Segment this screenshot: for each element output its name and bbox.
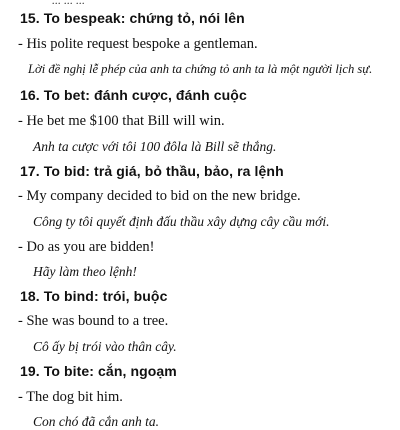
example-sentence: - He bet me $100 that Bill will win.: [18, 113, 225, 129]
entry-heading-15: 15. To bespeak: chứng tỏ, nói lên: [20, 10, 245, 26]
example-translation: Anh ta cược với tôi 100 đôla là Bill sẽ thắng.: [33, 139, 277, 154]
example-translation: Công ty tôi quyết định đấu thầu xây dựng cây cầu mới.: [33, 214, 330, 229]
example-sentence: - She was bound to a tree.: [18, 313, 169, 329]
entry-heading-17: 17. To bid: trả giá, bỏ thầu, bảo, ra lệnh: [20, 163, 284, 179]
example-translation: Con chó đã cắn anh ta.: [33, 414, 159, 429]
example-sentence: - My company decided to bid on the new bridge.: [18, 188, 301, 204]
example-translation: Cô ấy bị trói vào thân cây.: [33, 339, 177, 354]
cutoff-text-top: ... ... ...: [52, 0, 85, 7]
example-translation: Lời đề nghị lễ phép của anh ta chứng tỏ anh ta là một người lịch sự.: [28, 62, 373, 76]
entry-heading-18: 18. To bind: trói, buộc: [20, 288, 168, 304]
example-sentence: - The dog bit him.: [18, 389, 123, 405]
entry-heading-19: 19. To bite: cắn, ngoạm: [20, 363, 177, 379]
example-translation: Hãy làm theo lệnh!: [33, 264, 137, 279]
example-sentence: - Do as you are bidden!: [18, 239, 155, 255]
example-sentence: - His polite request bespoke a gentleman.: [18, 36, 258, 52]
entry-heading-16: 16. To bet: đánh cược, đánh cuộc: [20, 87, 247, 103]
